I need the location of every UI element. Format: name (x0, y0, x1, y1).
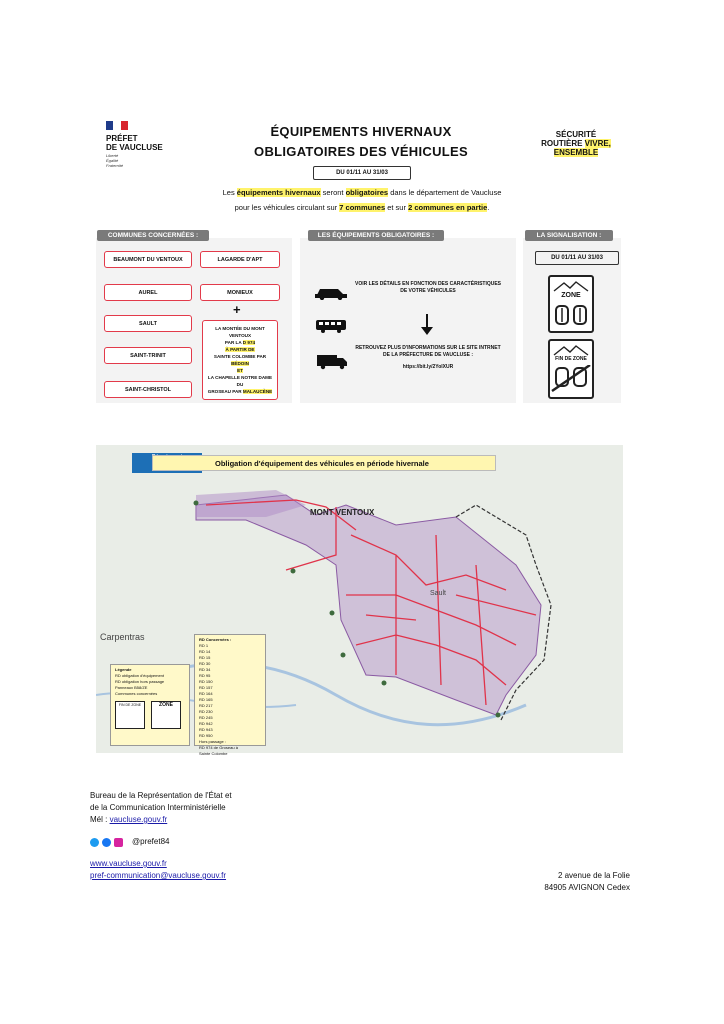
intro-p4: pour les véhicules circulant sur (234, 203, 340, 212)
commune-sault: SAULT (104, 315, 192, 332)
intro-p5: et sur (385, 203, 409, 212)
motto (106, 153, 123, 168)
legend-fin-zone-label: FIN DE ZONE (118, 703, 142, 707)
marianne-flag-icon (106, 121, 128, 130)
facebook-icon[interactable] (102, 838, 111, 847)
snow-tyre-icon (550, 304, 592, 326)
rd-legend-item: RD 950 (199, 733, 213, 738)
snow-tyre-crossed-icon (550, 365, 592, 393)
legend-zone-sign (151, 701, 181, 729)
rd-legend-item: RD 974 de Groseau à (199, 745, 238, 750)
section-communes: COMMUNES CONCERNÉES : (97, 230, 209, 241)
intro-h4: 2 communes en partie (408, 203, 488, 212)
rd-legend-item: RD 1 (199, 643, 209, 648)
rd-legend-item: RD 15 (199, 655, 211, 660)
commune-lagarde-dapt: LAGARDE D'APT (200, 251, 280, 268)
signal-period: DU 01/11 AU 31/03 (535, 251, 619, 265)
map-place-sault: Sault (430, 590, 446, 597)
footer-social-handle: @prefet84 (132, 837, 170, 846)
motto-liberte: Liberté (106, 153, 119, 158)
securite-routiere-logo (536, 130, 616, 157)
intro-h3: 7 communes (339, 203, 386, 212)
commune-beaumont: BEAUMONT DU VENTOUX (104, 251, 192, 268)
footer-email-link[interactable]: pref-communication@vaucluse.gouv.fr (90, 871, 227, 880)
prefecture-link[interactable]: https://bit.ly/2YolXUR (402, 364, 454, 370)
title-line2: OBLIGATOIRES DES VÉHICULES (254, 144, 468, 159)
footer-mel-label: Mél : (90, 815, 110, 824)
footer-social (90, 836, 169, 848)
arrow-down-icon (421, 314, 433, 336)
rd-legend-list (199, 643, 261, 757)
ventoux-l2: VENTOUX (228, 333, 252, 338)
page-title (230, 122, 492, 162)
ventoux-l8b: MALAUCÈNE (242, 389, 273, 394)
mountain-icon (550, 343, 592, 357)
intro-h1: équipements hivernaux (236, 188, 321, 197)
commune-saint-trinit: SAINT-TRINIT (104, 347, 192, 364)
rd-legend-item: RD 943 (199, 727, 213, 732)
equip-details-text: VOIR LES DÉTAILS EN FONCTION DES CARACTÉRISTIQUES DE VOTRE VÉHICULES (354, 281, 502, 294)
footer-mel-link[interactable]: vaucluse.gouv.fr (109, 815, 168, 824)
ventoux-l3b: D 974 (242, 340, 256, 345)
legend-fin-zone-sign (115, 701, 145, 729)
motto-fraternite: Fraternité (106, 163, 124, 168)
intro-h2: obligatoires (345, 188, 389, 197)
legend-item: RD obligation d'équipement (115, 673, 165, 678)
title-line1: ÉQUIPEMENTS HIVERNAUX (270, 124, 452, 139)
legend-title: Légende (115, 667, 132, 672)
rd-legend-item: RD 150 (199, 679, 213, 684)
motto-egalite: Égalité (106, 158, 119, 163)
zone-sign-label: ZONE (561, 292, 581, 299)
twitter-icon[interactable] (90, 838, 99, 847)
fin-zone-sign (548, 339, 594, 399)
bus-icon (315, 319, 347, 333)
ventoux-box (202, 320, 278, 400)
rd-legend-item: Sainte Colombe (199, 751, 228, 756)
securite-line1: SÉCURITÉ (555, 130, 597, 139)
footer-address (520, 870, 630, 894)
rd-legend-item: RD 164 (199, 691, 213, 696)
rd-legend-item: RD 942 (199, 721, 213, 726)
truck-icon (316, 354, 348, 370)
rd-legend-item: RD 217 (199, 703, 213, 708)
map-place-ventoux: MONT VENTOUX (310, 508, 375, 517)
ventoux-l1: LA MONTÉE DU MONT (215, 326, 265, 331)
prefet-line2: DE VAUCLUSE (106, 143, 163, 152)
intro-p3: dans le département de Vaucluse (388, 188, 502, 197)
map-place-carpentras: Carpentras (100, 632, 145, 642)
ventoux-l3a: PAR LA (224, 340, 243, 345)
period-badge: DU 01/11 AU 31/03 (313, 166, 411, 180)
footer-address-line2: 84905 AVIGNON Cedex (544, 883, 630, 892)
equip-info-text: RETROUVEZ PLUS D'INFORMATIONS SUR LE SITE INTRNET DE LA PRÉFECTURE DE VAUCLUSE : (355, 345, 501, 358)
footer-address-line1: 2 avenue de la Folie (557, 871, 630, 880)
plus-sign: + (233, 302, 241, 317)
intro-text (150, 185, 574, 215)
rd-legend-item: RD 230 (199, 709, 213, 714)
map-title: Obligation d'équipement des véhicules en période hivernale (152, 455, 496, 471)
ventoux-l7: LA CHAPELLE NOTRE DAME DU (207, 375, 273, 387)
commune-aurel: AUREL (104, 284, 192, 301)
securite-line2b: VIVRE, (584, 139, 611, 148)
legend-zone-label: ZONE (159, 702, 173, 708)
commune-monieux: MONIEUX (200, 284, 280, 301)
intro-p2: seront (320, 188, 346, 197)
rd-legend-item: RD 30 (199, 661, 211, 666)
fin-zone-sign-label: FIN DE ZONE (555, 356, 587, 362)
legend-item: Panneaux B58/ZE (115, 685, 148, 690)
rd-legend-item: RD 165 (199, 697, 213, 702)
footer-bureau-line2: de la Communication Interministérielle (90, 803, 226, 812)
footer-site-link[interactable]: www.vaucluse.gouv.fr (90, 859, 167, 868)
rd-legend-item: RD 157 (199, 685, 213, 690)
rd-legend-item: RD 95 (199, 673, 211, 678)
section-equipements: LES ÉQUIPEMENTS OBLIGATOIRES : (308, 230, 444, 241)
prefet-line1: PRÉFET (106, 134, 138, 143)
rd-legend-item: RD 245 (199, 715, 213, 720)
footer-bureau-line1: Bureau de la Représentation de l'État et (90, 791, 232, 800)
car-icon (314, 284, 348, 300)
map-legend (110, 664, 190, 746)
instagram-icon[interactable] (114, 838, 123, 847)
ventoux-l4: À PARTIR DE (225, 347, 255, 352)
legend-item: Communes concernées (115, 691, 158, 696)
map-rd-legend (194, 634, 266, 756)
rd-legend-item: Hors passage : (199, 739, 226, 744)
ventoux-l5b: BÉDOIN (231, 361, 249, 366)
rd-legend-item: RD 34 (199, 667, 211, 672)
zone-sign (548, 275, 594, 333)
rd-legend-title: RD Concernées : (199, 637, 232, 642)
mountain-icon (550, 279, 592, 293)
securite-line3: ENSEMBLE (553, 148, 599, 157)
prefet-logo (106, 134, 163, 152)
ventoux-l6: ET (237, 368, 243, 373)
legend-item: RD obligation hors passage (115, 679, 165, 684)
footer-bureau (90, 790, 232, 826)
rd-legend-item: RD 14 (199, 649, 211, 654)
ventoux-l8a: GROSEAU PAR (207, 389, 243, 394)
section-signalisation: LA SIGNALISATION : (525, 230, 613, 241)
intro-p6: . (487, 203, 490, 212)
ventoux-l5: SAINTE COLOMBE PAR (213, 354, 267, 359)
intro-p1: Les (222, 188, 237, 197)
securite-line2a: ROUTIÈRE (541, 139, 583, 148)
footer-links (90, 858, 226, 882)
commune-saint-christol: SAINT-CHRISTOL (104, 381, 192, 398)
